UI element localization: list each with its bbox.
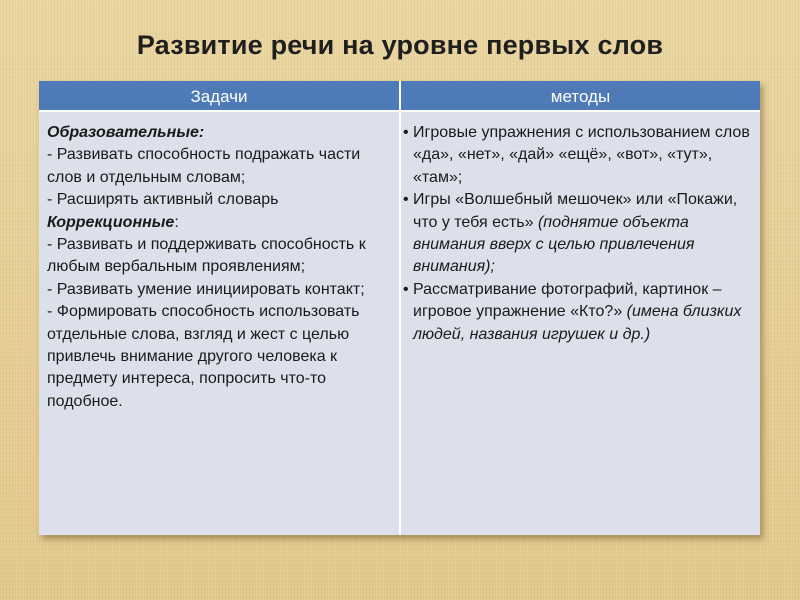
method-text: Игры «Волшебный мешочек» или «Покажи, что у тебя есть»	[413, 191, 738, 231]
educational-item: - Расширять активный словарь	[47, 191, 279, 209]
method-note: (имена близких людей, названия игрушек и др.)	[413, 303, 742, 343]
bullet-icon: •	[403, 191, 409, 209]
correctional-heading-line	[47, 212, 393, 234]
tasks-methods-table	[39, 81, 760, 535]
method-text: Игровые упражнения с использованием слов «да», «нет», «дай» «ещё», «вот», «тут», «там»;	[413, 124, 750, 186]
correctional-item: - Формировать способность использовать отдельные слова, взгляд и жест с целью привлечь внимание другого человека к предмету интереса, попросить что-то подобное.	[47, 303, 360, 410]
bullet-icon: •	[403, 124, 409, 141]
slide-title: Развитие речи на уровне первых слов	[136, 30, 664, 60]
method-item	[403, 122, 754, 189]
educational-item: - Развивать способность подражать части слов и отдельным словам;	[47, 146, 361, 186]
tasks-cell	[39, 112, 399, 535]
method-item	[403, 279, 754, 346]
header-tasks: Задачи	[39, 81, 399, 112]
methods-cell	[401, 112, 760, 535]
correctional-item: - Развивать и поддерживать способность к любым вербальным проявлениям;	[47, 236, 366, 276]
methods-list	[403, 122, 754, 346]
method-text: Рассматривание фотографий, картинок – игровое упражнение «Кто?»	[413, 280, 722, 321]
correctional-heading: Коррекционные	[47, 213, 175, 231]
method-note: (поднятие объекта внимания вверх с целью привлечения внимания);	[413, 213, 695, 276]
header-methods: методы	[401, 81, 760, 112]
educational-heading: Образовательные:	[47, 124, 205, 141]
correctional-colon: :	[174, 213, 179, 231]
correctional-item: - Развивать умение инициировать контакт;	[47, 280, 365, 298]
method-item	[403, 189, 754, 279]
bullet-icon: •	[403, 280, 409, 298]
